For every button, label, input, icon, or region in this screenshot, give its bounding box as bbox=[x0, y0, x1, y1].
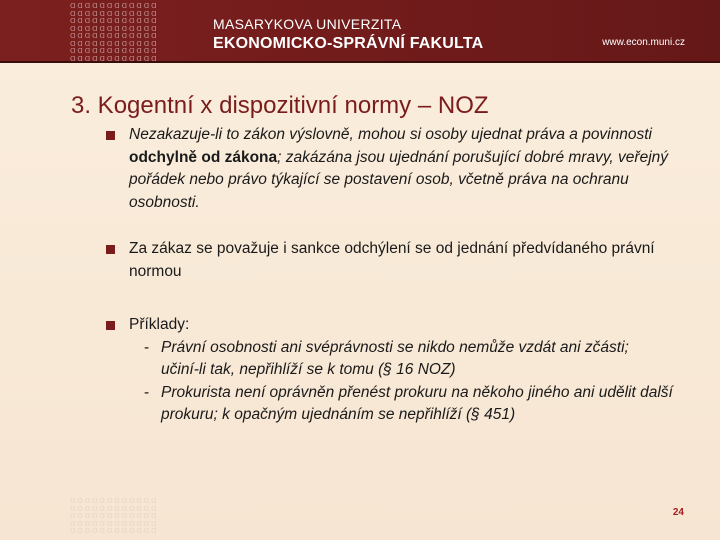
sub-item bbox=[144, 337, 671, 382]
bullet-1-text: Nezakazuje-li to zákon výslovně, mohou si osoby ujednat práva a povinnosti bbox=[129, 126, 652, 143]
slide-title: 3. Kogentní x dispozitivní normy – NOZ bbox=[71, 92, 489, 119]
bullet-2-text: Za zákaz se považuje i sankce odchýlení se od jednání předvídaného právní normou bbox=[129, 240, 655, 280]
bullet-square-icon bbox=[106, 131, 115, 140]
bullet-square-icon bbox=[106, 245, 115, 254]
bullet-1-bold: odchylně od zákona bbox=[129, 148, 278, 166]
page-number: 24 bbox=[672, 507, 684, 518]
bullet-3 bbox=[108, 314, 698, 427]
footer-pattern: ꓷꓷꓷꓷꓷꓷꓷꓷꓷꓷꓷꓷ ꓷꓷꓷꓷꓷꓷꓷꓷꓷꓷꓷꓷ ꓷꓷꓷꓷꓷꓷꓷꓷꓷꓷꓷꓷ ꓷꓷꓷꓷꓷꓷꓷꓷꓷꓷꓷꓷ ꓷꓷꓷꓷꓷꓷꓷꓷꓷꓷꓷꓷ bbox=[70, 497, 159, 535]
sub-item-text: Prokurista není oprávněn přenést prokuru na někoho jiného ani udělit další prokuru; k opačným ujednáním se nepřihlíží (§ 451) bbox=[161, 383, 673, 423]
header-banner bbox=[0, 0, 720, 63]
dash: - bbox=[144, 383, 150, 401]
website-url: www.econ.muni.cz bbox=[602, 37, 685, 48]
bullet-2 bbox=[108, 238, 698, 283]
sub-item-text: Právní osobnosti ani svéprávnosti se nikdo nemůže vzdát ani zčásti; učiní-li tak, nepřihlíží se k tomu (§ 16 NOZ) bbox=[161, 338, 629, 378]
sub-item bbox=[144, 382, 681, 427]
dash: - bbox=[144, 338, 150, 356]
faculty-name: EKONOMICKO-SPRÁVNÍ FAKULTA bbox=[213, 35, 484, 52]
bullet-3-text: Příklady: bbox=[129, 316, 190, 333]
bullet-1-text-end: ; zakázána jsou ujednání porušující dobré mravy, veřejný pořádek nebo právo týkající se postavení osob, včetně práva na ochranu osobnosti. bbox=[129, 148, 669, 211]
logo-pattern: ꓷꓷꓷꓷꓷꓷꓷꓷꓷꓷꓷꓷ ꓷꓷꓷꓷꓷꓷꓷꓷꓷꓷꓷꓷ ꓷꓷꓷꓷꓷꓷꓷꓷꓷꓷꓷꓷ ꓷꓷꓷꓷꓷꓷꓷꓷꓷꓷꓷꓷ ꓷꓷꓷꓷꓷꓷꓷꓷꓷꓷꓷꓷ ꓷꓷꓷꓷꓷꓷꓷꓷꓷꓷꓷꓷ ꓷꓷꓷꓷꓷꓷꓷꓷꓷꓷꓷꓷ ꓷꓷꓷꓷꓷꓷꓷꓷꓷꓷꓷꓷ bbox=[70, 2, 159, 63]
bullet-square-icon bbox=[106, 321, 115, 330]
university-name: MASARYKOVA UNIVERZITA bbox=[213, 16, 402, 32]
bullet-1 bbox=[108, 124, 698, 214]
